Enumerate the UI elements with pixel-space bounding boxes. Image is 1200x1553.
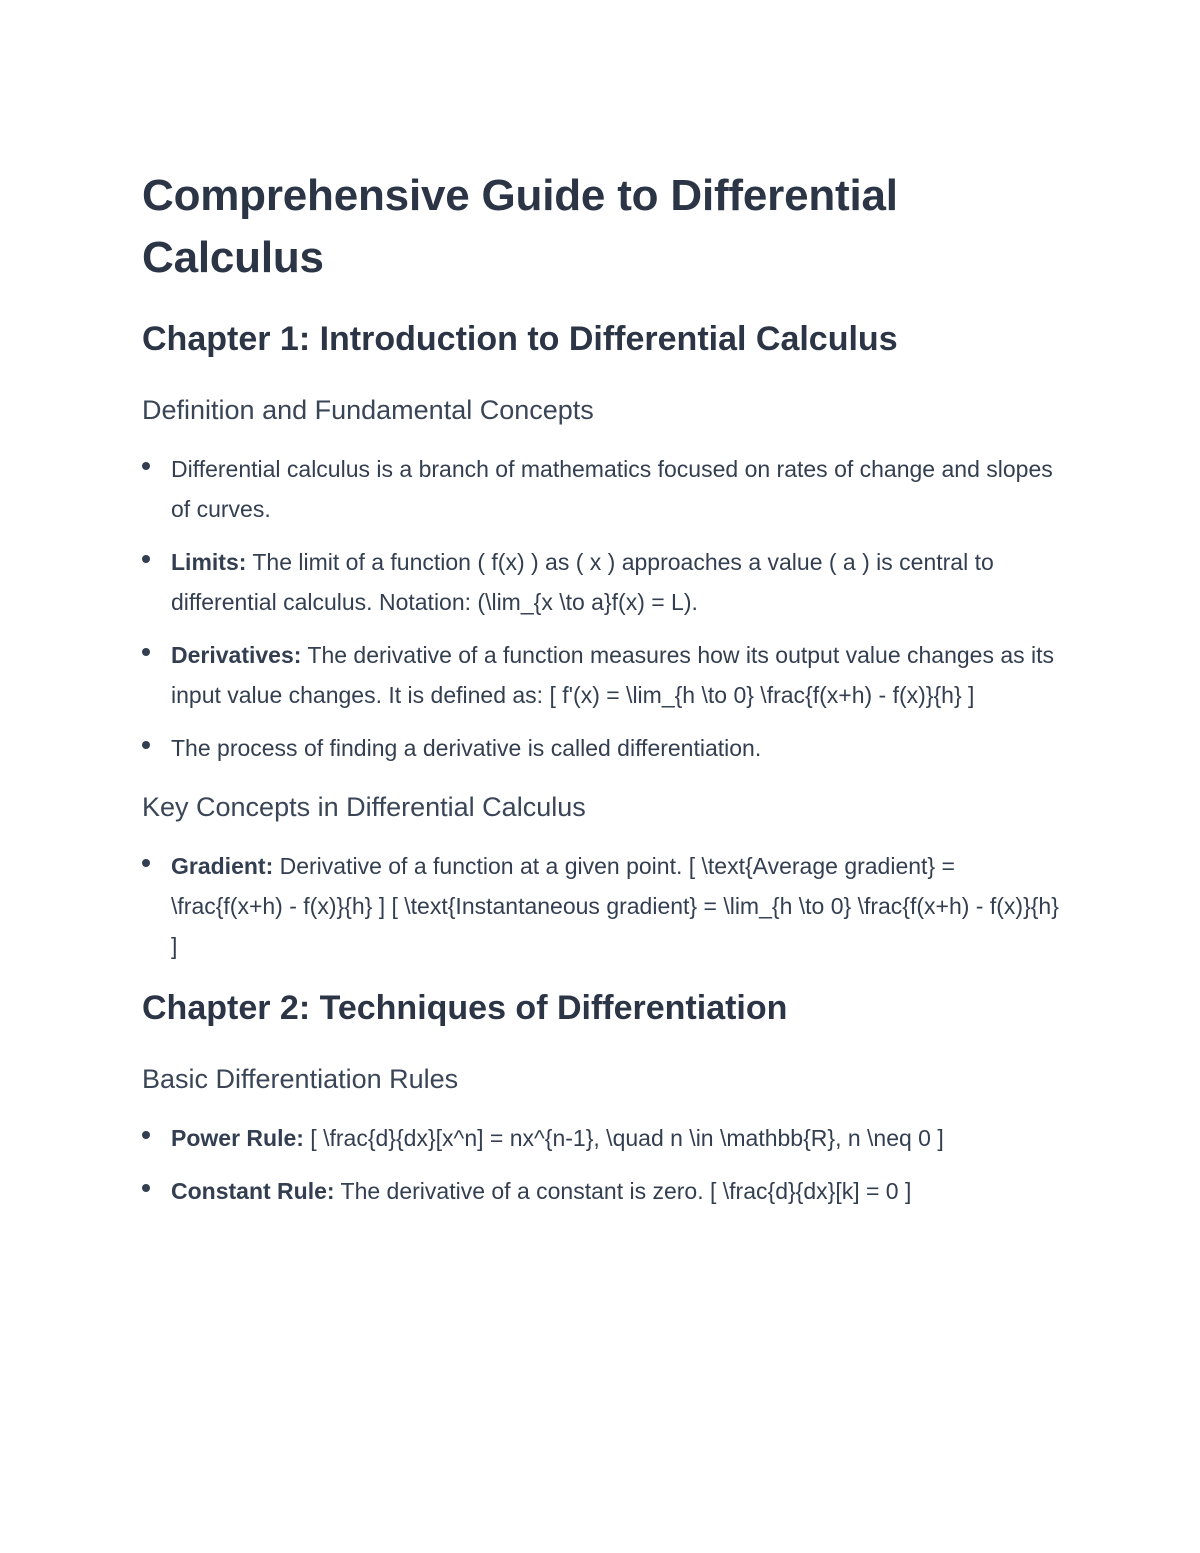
item-text: Derivative of a function at a given point. [ \text{Average gradient} = \frac{f(x+h) - f(x)}{h} ] [ \text{Instantaneous gradient} = \lim_{h \to 0} \frac{f(x+h) - f(x)}{h} ] (171, 853, 1059, 959)
bullet-icon (142, 555, 150, 563)
item-term: Constant Rule: (171, 1178, 335, 1204)
list-item (142, 1118, 1062, 1158)
bullet-icon (142, 859, 150, 867)
bullet-icon (142, 741, 150, 749)
list-item (142, 728, 1062, 768)
item-text: The derivative of a constant is zero. [ \frac{d}{dx}[k] = 0 ] (334, 1178, 912, 1204)
section-basic-rules-heading: Basic Differentiation Rules (142, 1064, 459, 1094)
item-term: Gradient: (171, 853, 274, 879)
list-item (142, 846, 1062, 966)
section-definition-heading: Definition and Fundamental Concepts (142, 395, 594, 425)
section-key-concepts-heading: Key Concepts in Differential Calculus (142, 792, 586, 822)
list-item (142, 1171, 1062, 1211)
item-text: The limit of a function ( f(x) ) as ( x ) approaches a value ( a ) is central to differential calculus. Notation: (\lim_{x \to a}f(x) = L). (171, 549, 994, 615)
key-concepts-list (142, 846, 1062, 966)
bullet-icon (142, 462, 150, 470)
item-text: The derivative of a function measures how its output value changes as its input value changes. It is defined as: [ f'(x) = \lim_{h \to 0} \frac{f(x+h) - f(x)}{h} ] (171, 642, 1055, 708)
list-item (142, 449, 1062, 529)
basic-rules-list (142, 1118, 1062, 1211)
item-text: The process of finding a derivative is called differentiation. (171, 735, 762, 761)
item-text: Differential calculus is a branch of mathematics focused on rates of change and slopes of curves. (171, 456, 1053, 522)
item-text: [ \frac{d}{dx}[x^n] = nx^{n-1}, \quad n \in \mathbb{R}, n \neq 0 ] (303, 1125, 944, 1151)
list-item (142, 542, 1062, 622)
document-page (142, 165, 1062, 1231)
item-term: Limits: (171, 549, 247, 575)
chapter-1-heading: Chapter 1: Introduction to Differential Calculus (142, 320, 898, 358)
document-title: Comprehensive Guide to Differential Calculus (142, 171, 898, 282)
item-term: Power Rule: (171, 1125, 304, 1151)
item-term: Derivatives: (171, 642, 302, 668)
chapter-2-heading: Chapter 2: Techniques of Differentiation (142, 989, 788, 1027)
list-item (142, 635, 1062, 715)
bullet-icon (142, 1184, 150, 1192)
definition-list (142, 449, 1062, 768)
bullet-icon (142, 1131, 150, 1139)
bullet-icon (142, 648, 150, 656)
